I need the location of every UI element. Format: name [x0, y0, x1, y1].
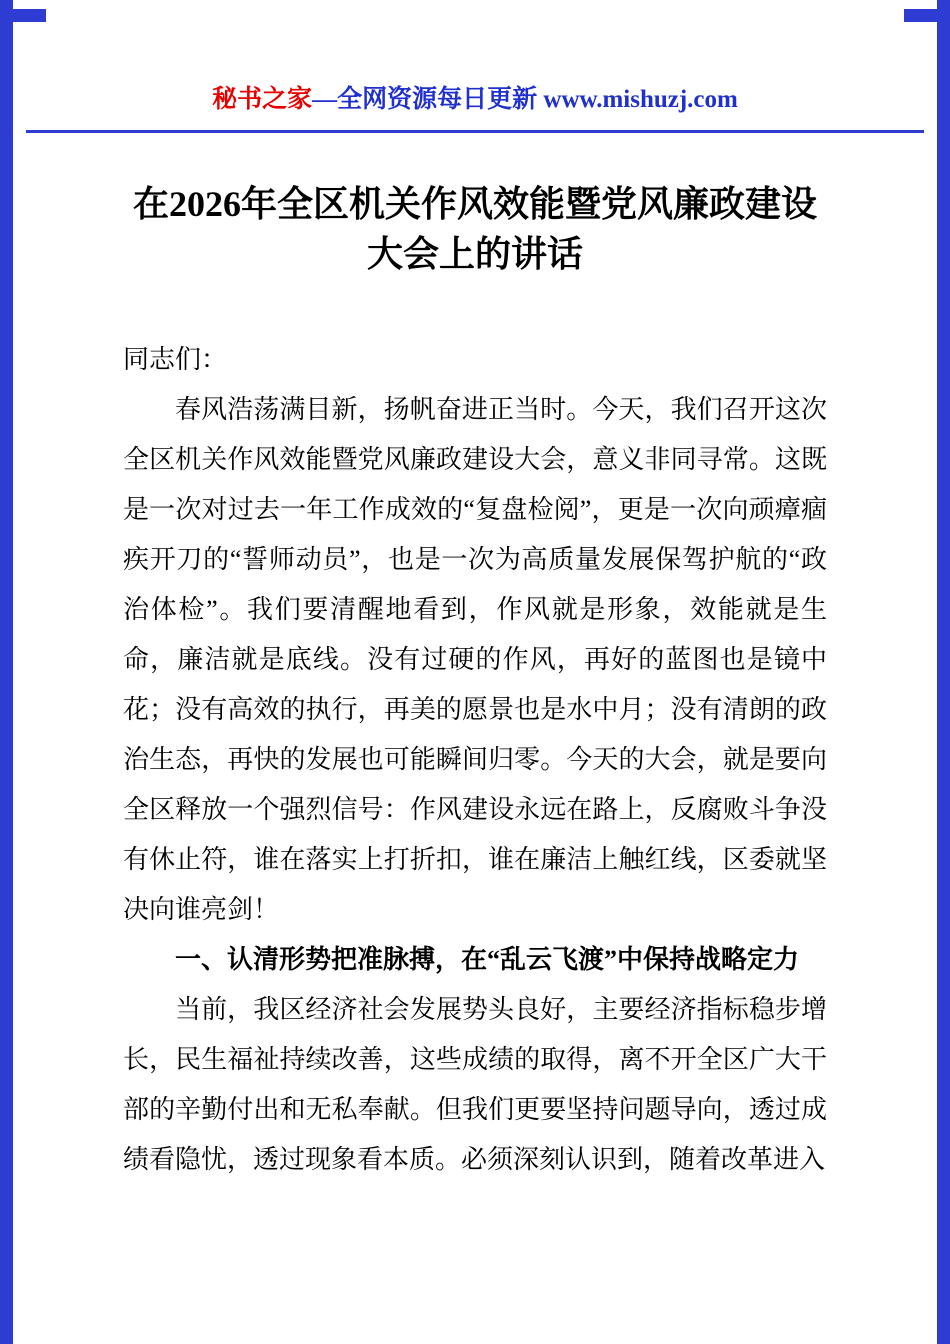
paragraph-salutation: 同志们：	[123, 345, 228, 374]
header-divider	[26, 130, 924, 133]
site-url-link[interactable]: www.mishuzj.com	[543, 86, 738, 113]
site-header	[0, 0, 950, 116]
paragraph-heading: 一、认清形势把准脉搏，在“乱云飞渡”中保持战略定力	[175, 945, 800, 974]
paragraph-body: 当前，我区经济社会发展势头良好，主要经济指标稳步增长，民生福祉持续改善，这些成绩的取得，离不开全区广大干部的辛勤付出和无私奉献。但我们更要坚持问题导向，透过成绩看隐忧，透过现象看本质。必须深刻认识到，随着改革进入	[123, 995, 827, 1174]
site-tagline: —全网资源每日更新	[312, 86, 544, 113]
page-border-right	[937, 0, 950, 1344]
page-border-top-right-stub	[904, 9, 950, 22]
document-title-line1: 在2026年全区机关作风效能暨党风廉政建设	[132, 184, 817, 224]
site-brand: 秘书之家	[212, 86, 313, 113]
document-title-line2: 大会上的讲话	[366, 234, 583, 274]
page-border-left	[0, 0, 13, 1344]
page-border-top-left-stub	[0, 9, 46, 22]
document-body	[123, 335, 827, 1185]
paragraph-body: 春风浩荡满目新，扬帆奋进正当时。今天，我们召开这次全区机关作风效能暨党风廉政建设大会，意义非同寻常。这既是一次对过去一年工作成效的“复盘检阅”，更是一次向顽瘴痼疾开刀的“誓师动员”，也是一次为高质量发展保驾护航的“政治体检”。我们要清醒地看到，作风就是形象，效能就是生命，廉洁就是底线。没有过硬的作风，再好的蓝图也是镜中花；没有高效的执行，再美的愿景也是水中月；没有清朗的政治生态，再快的发展也可能瞬间归零。今天的大会，就是要向全区释放一个强烈信号：作风建设永远在路上，反腐败斗争没有休止符，谁在落实上打折扣，谁在廉洁上触红线，区委就坚决向谁亮剑！	[123, 395, 827, 924]
document-title	[60, 179, 890, 279]
